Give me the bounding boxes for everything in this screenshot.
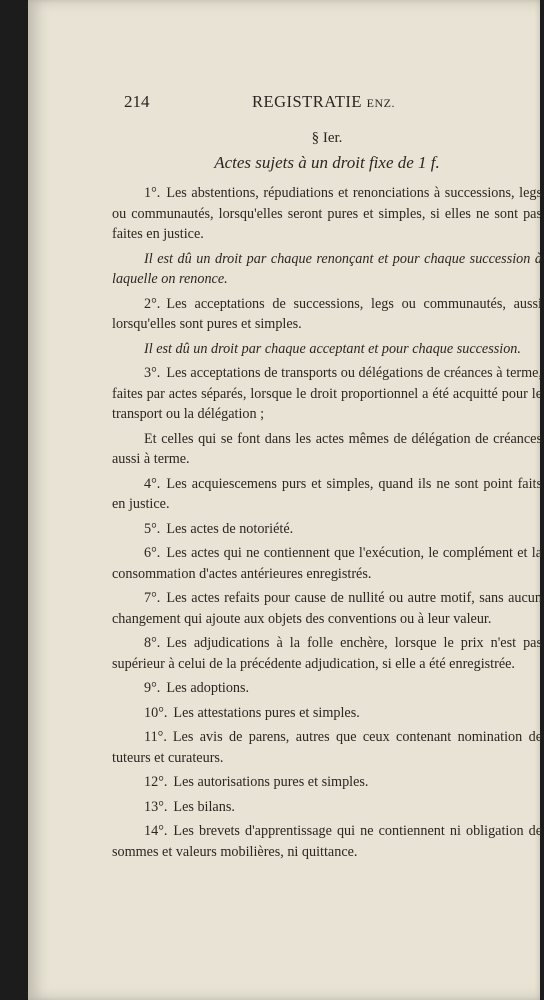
italic-note: [112, 249, 542, 290]
paragraph-text: Les actes refaits pour cause de nullité ou autre motif, sans aucun changement qui ajoute aux objets des conventions ou à leur valeur.: [112, 590, 542, 627]
article-number: 14°.: [144, 823, 168, 839]
paragraph-list: [112, 183, 542, 862]
article-paragraph: [112, 588, 542, 629]
italic-note: [112, 339, 542, 360]
paragraph-text: Les attestations pures et simples.: [173, 704, 360, 721]
article-number: 5°.: [144, 520, 161, 537]
article-paragraph: [112, 703, 542, 724]
article-paragraph: [112, 797, 542, 818]
book-page: [28, 0, 540, 1000]
article-paragraph: [112, 429, 542, 470]
article-number: 4°.: [144, 475, 161, 492]
paragraph-text: Les actes qui ne contiennent que l'exécution, le complément et la consommation d'actes antérieures enregistrés.: [112, 545, 542, 582]
article-number: 13°.: [144, 798, 168, 815]
article-paragraph: [112, 183, 542, 245]
article-number: 12°.: [144, 774, 168, 790]
article-paragraph: [112, 821, 542, 862]
article-paragraph: [112, 474, 542, 515]
article-number: 9°.: [144, 680, 161, 696]
paragraph-text: Les acceptations de successions, legs ou communautés, aussi lorsqu'elles sont pures et simples.: [112, 295, 542, 332]
paragraph-text: Il est dû un droit par chaque acceptant et pour chaque succession.: [144, 340, 521, 357]
article-paragraph: [112, 772, 542, 793]
running-head-title: REGISTRATIE: [252, 92, 362, 111]
paragraph-text: Les actes de notoriété.: [166, 520, 294, 537]
page-number: 214: [124, 92, 150, 111]
section-title: Actes sujets à un droit fixe de 1 f.: [214, 153, 440, 172]
paragraph-text: Les adjudications à la folle enchère, lorsque le prix n'est pas supérieur à celui de la précédente adjudication, si elle a été enregistrée.: [112, 635, 542, 672]
article-paragraph: [112, 363, 542, 425]
article-number: 10°.: [144, 704, 168, 721]
article-number: 2°.: [144, 295, 161, 312]
article-paragraph: [112, 678, 542, 699]
paragraph-text: Les abstentions, répudiations et renonciations à successions, legs ou communautés, lorsqu'elles seront pures et simples, si elles ne sont pas faites en justice.: [112, 185, 542, 242]
article-number: 3°.: [144, 365, 161, 381]
article-paragraph: [112, 727, 542, 768]
article-number: 8°.: [144, 635, 161, 651]
article-number: 7°.: [144, 590, 161, 606]
article-paragraph: [112, 294, 542, 335]
paragraph-text: Il est dû un droit par chaque renonçant et pour chaque succession à laquelle on renonce.: [112, 250, 542, 287]
paragraph-text: Les autorisations pures et simples.: [173, 774, 369, 790]
paragraph-text: Et celles qui se font dans les actes mêmes de délégation de créances aussi à terme.: [112, 430, 542, 467]
paragraph-text: Les acceptations de transports ou délégations de créances à terme, faites par actes séparés, lorsque le droit proportionnel a été acquitté pour le transport ou la délégation ;: [112, 365, 542, 422]
paragraph-text: Les adoptions.: [166, 680, 250, 696]
article-number: 11°.: [144, 729, 167, 745]
paragraph-text: Les bilans.: [173, 798, 235, 815]
page-header: [124, 92, 514, 114]
article-number: 1°.: [144, 185, 161, 201]
article-paragraph: [112, 519, 542, 540]
paragraph-text: Les brevets d'apprentissage qui ne contiennent ni obligation de sommes et valeurs mobilières, ni quittance.: [112, 823, 542, 860]
article-number: 6°.: [144, 545, 161, 561]
paragraph-text: Les acquiescemens purs et simples, quand ils ne sont point faits en justice.: [112, 475, 542, 512]
section-mark: § Ier.: [311, 130, 343, 146]
article-paragraph: [112, 543, 542, 584]
paragraph-text: Les avis de parens, autres que ceux contenant nomination de tuteurs et curateurs.: [112, 729, 542, 766]
running-head-suffix: ENZ.: [366, 96, 395, 110]
article-paragraph: [112, 633, 542, 674]
running-head: [252, 92, 395, 112]
page-body: [112, 128, 542, 866]
